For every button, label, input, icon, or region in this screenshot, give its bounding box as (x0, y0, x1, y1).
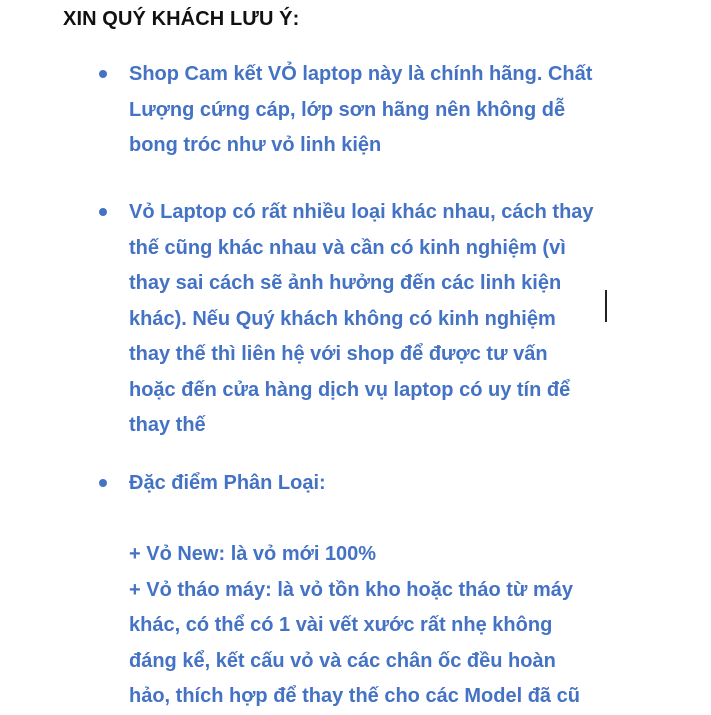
bullet-item-1 (129, 57, 592, 164)
bullet-2-line-1: Vỏ Laptop có rất nhiều loại khác nhau, cách thay (129, 201, 594, 223)
bullet-1-line-2: Lượng cứng cáp, lớp sơn hãng nên không dễ (129, 98, 566, 121)
bullet-2-line-3: thay sai cách sẽ ảnh hưởng đến các linh kiện (129, 272, 562, 294)
bullet-3-line-2 (129, 502, 580, 538)
notice-heading: XIN QUÝ KHÁCH LƯU Ý: (63, 8, 300, 30)
bullet-1-line-3: bong tróc như vỏ linh kiện (129, 134, 382, 156)
bullet-3-line-7: hảo, thích hợp để thay thế cho các Model đã cũ (129, 685, 580, 707)
bullet-3-line-5: khác, có thể có 1 vài vết xước rất nhẹ không (129, 614, 553, 636)
bullet-item-2 (129, 195, 594, 444)
bullet-2-line-2: thế cũng khác nhau và cần có kinh nghiệm (vì (129, 236, 566, 259)
bullet-3-line-6: đáng kể, kết cấu vỏ và các chân ốc đều hoàn (129, 649, 556, 672)
bullet-dot-1 (99, 70, 107, 78)
bullet-1-line-1: Shop Cam kết VỎ laptop này là chính hãng. Chất (129, 63, 593, 85)
text-cursor (605, 290, 607, 322)
bullet-dot-3 (99, 479, 107, 487)
bullet-2-line-7: thay thế (129, 414, 206, 436)
bullet-2-line-6: hoặc đến cửa hàng dịch vụ laptop có uy tín để (129, 378, 571, 401)
bullet-3-line-4: + Vỏ tháo máy: là vỏ tồn kho hoặc tháo từ máy (129, 578, 574, 601)
bullet-3-line-3: + Vỏ New: là vỏ mới 100% (129, 543, 377, 565)
bullet-dot-2 (99, 208, 107, 216)
bullet-2-line-5: thay thế thì liên hệ với shop để được tư vấn (129, 343, 548, 365)
bullet-3-line-1: Đặc điểm Phân Loại: (129, 472, 326, 494)
bullet-item-3 (129, 466, 580, 715)
bullet-2-line-4: khác). Nếu Quý khách không có kinh nghiệm (129, 307, 556, 330)
